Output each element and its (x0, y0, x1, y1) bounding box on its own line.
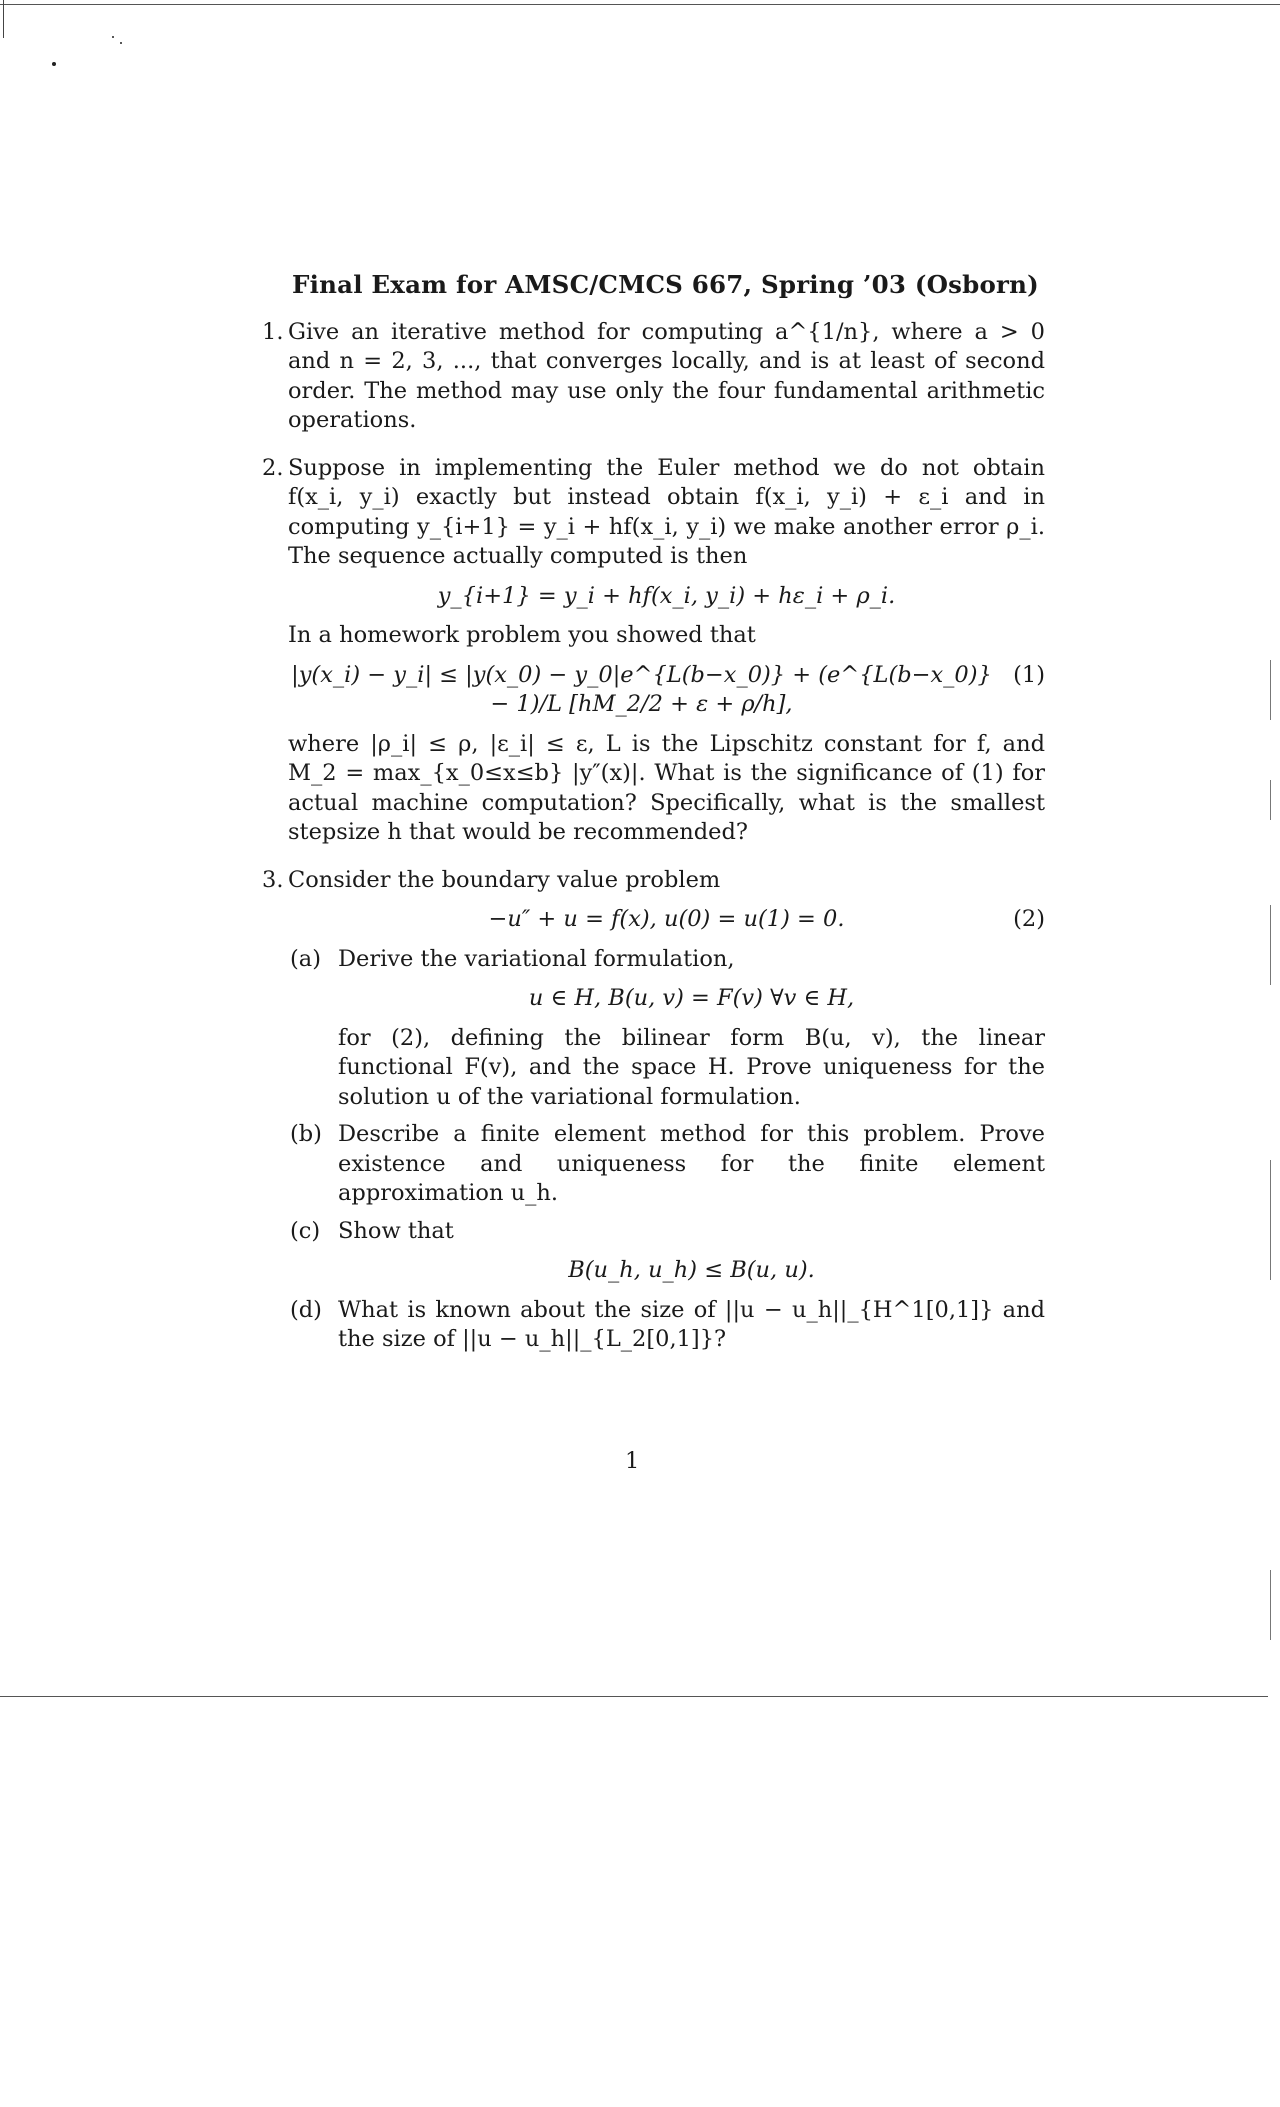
scan-speck (120, 42, 122, 44)
problem-1 (262, 318, 1045, 436)
subpart-label: (b) (290, 1121, 322, 1147)
subpart-text: What is known about the size of ||u − u_h||_{H^1[0,1]} and the size of ||u − u_h||_{L_2[0,1]}? (338, 1296, 1045, 1352)
subpart-c (290, 1217, 1045, 1286)
homework-text: In a homework problem you showed that (288, 622, 756, 648)
scan-edge-right (1270, 1570, 1271, 1640)
variational-equation: u ∈ H, B(u, v) = F(v) ∀v ∈ H, (528, 985, 855, 1011)
equation-number: (1) (1013, 661, 1045, 688)
scan-speck (52, 62, 56, 66)
scan-edge-right (1270, 905, 1271, 985)
sequence-equation: y_{i+1} = y_i + hf(x_i, y_i) + hε_i + ρ_i. (437, 582, 896, 609)
subpart-text: Show that (338, 1217, 454, 1244)
scan-edge-bottom (0, 1696, 1268, 1697)
energy-inequality: B(u_h, u_h) ≤ B(u, u). (568, 1257, 815, 1283)
exam-title: Final Exam for AMSC/CMCS 667, Spring ’03 (Osborn) (292, 270, 1039, 299)
problem-intro: Suppose in implementing the Euler method we do not obtain f(x_i, y_i) exactly but instead obtain f(x_i, y_i) + ε_i and in computing y_{i+1} = y_i + hf(x_i, y_i) we make another error ρ_i. The sequence actually computed is then (288, 454, 1045, 569)
scan-edge-right (1270, 780, 1271, 820)
scan-edge-top (0, 4, 1280, 5)
subpart-text: Describe a finite element method for this problem. Prove existence and uniqueness for the finite element approximation u_h. (338, 1121, 1045, 1206)
bvp-equation (288, 905, 1045, 935)
scan-edge-left (3, 0, 4, 38)
problem-text: Give an iterative method for computing a^{1/n}, where a > 0 and n = 2, 3, ..., that converges locally, and is at least of second order. The method may use only the four fundamental arithmetic operations. (288, 318, 1045, 433)
equation-number: (2) (1013, 906, 1045, 932)
scan-speck (112, 36, 114, 38)
bvp-equation-body: −u″ + u = f(x), u(0) = u(1) = 0. (488, 906, 845, 932)
subpart-b (290, 1120, 1045, 1209)
problem-intro: Consider the boundary value problem (288, 866, 721, 893)
subpart-label: (a) (290, 945, 321, 972)
problem-number: 1. (262, 318, 284, 345)
problem-3 (262, 866, 1045, 1355)
bound-equation (288, 661, 1045, 720)
problem-number: 3. (262, 866, 284, 893)
subpart-text: Derive the variational formulation, (338, 945, 735, 972)
bound-equation-body: |y(x_i) − y_i| ≤ |y(x_0) − y_0|e^{L(b−x_0)} + (e^{L(b−x_0)} − 1)/L [hM_2/2 + ε + ρ/h], (291, 661, 992, 717)
page-number: 1 (625, 1448, 640, 1474)
subpart-label: (d) (290, 1296, 322, 1323)
scan-edge-right (1270, 1160, 1271, 1280)
scan-edge-right (1270, 660, 1271, 720)
subpart-d (290, 1296, 1045, 1355)
problem-question: where |ρ_i| ≤ ρ, |ε_i| ≤ ε, L is the Lipschitz constant for f, and M_2 = max_{x_0≤x≤b} |y″(x)|. What is the significance of (1) for actual machine computation? Specifically, what is the smallest stepsize h that would be recommended? (288, 730, 1045, 845)
subpart-text-continued: for (2), defining the bilinear form B(u, v), the linear functional F(v), and the space H. Prove uniqueness for the solution u of the variational formulation. (338, 1024, 1045, 1110)
subpart-a (290, 945, 1045, 1113)
problem-number: 2. (262, 454, 284, 481)
exam-page (262, 270, 1045, 1373)
subpart-label: (c) (290, 1217, 321, 1244)
problem-2 (262, 454, 1045, 848)
